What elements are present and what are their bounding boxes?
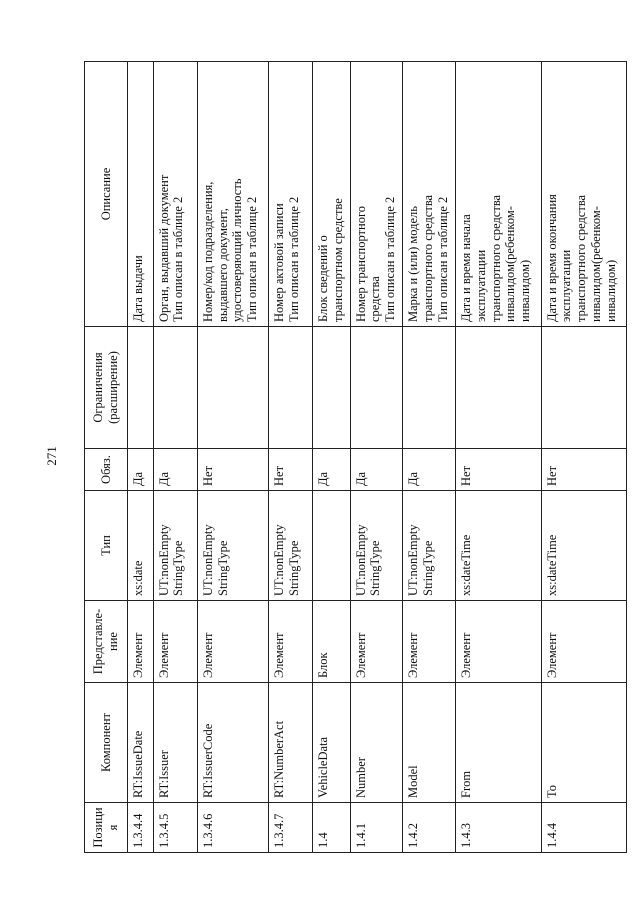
- cell-component: To: [541, 683, 626, 803]
- cell-representation: Элемент: [456, 601, 541, 683]
- table-row: [456, 62, 541, 853]
- cell-representation: Элемент: [403, 601, 456, 683]
- cell-restrictions: [403, 327, 456, 449]
- table-header-row: [85, 62, 128, 853]
- header-description: Описание: [85, 62, 128, 327]
- cell-required: Да: [403, 449, 456, 491]
- cell-required: Да: [313, 449, 351, 491]
- cell-position: 1.3.4.7: [268, 803, 312, 853]
- table-row: [153, 62, 197, 853]
- cell-component: VehicleData: [313, 683, 351, 803]
- cell-position: 1.4.2: [403, 803, 456, 853]
- cell-component: Model: [403, 683, 456, 803]
- header-component: Компонент: [85, 683, 128, 803]
- cell-representation: Элемент: [541, 601, 626, 683]
- cell-description: Орган, выдавший документ Тип описан в таблице 2: [153, 62, 197, 327]
- cell-position: 1.4.3: [456, 803, 541, 853]
- cell-required: Нет: [197, 449, 268, 491]
- cell-representation: Элемент: [268, 601, 312, 683]
- header-position: Позиция: [85, 803, 128, 853]
- cell-type: UT:nonEmpty StringType: [268, 491, 312, 601]
- table-row: [128, 62, 154, 853]
- cell-position: 1.3.4.6: [197, 803, 268, 853]
- cell-restrictions: [541, 327, 626, 449]
- cell-restrictions: [128, 327, 154, 449]
- table-row: [268, 62, 312, 853]
- cell-representation: Элемент: [128, 601, 154, 683]
- cell-component: RT:IssuerCode: [197, 683, 268, 803]
- cell-representation: Элемент: [197, 601, 268, 683]
- cell-required: Да: [128, 449, 154, 491]
- table-container: [84, 62, 627, 853]
- cell-component: RT:IssueDate: [128, 683, 154, 803]
- table-row: [541, 62, 626, 853]
- cell-restrictions: [197, 327, 268, 449]
- cell-position: 1.3.4.4: [128, 803, 154, 853]
- cell-required: Нет: [541, 449, 626, 491]
- cell-representation: Элемент: [153, 601, 197, 683]
- cell-description: Дата и время окончания эксплуатации транспортного средства инвалидом(ребенком- инвалидом): [541, 62, 626, 327]
- cell-component: Number: [350, 683, 403, 803]
- cell-type: UT:nonEmpty StringType: [403, 491, 456, 601]
- cell-component: RT:Issuer: [153, 683, 197, 803]
- cell-restrictions: [350, 327, 403, 449]
- cell-restrictions: [268, 327, 312, 449]
- data-table: [84, 61, 627, 853]
- header-restrictions: Ограничения (расширение): [85, 327, 128, 449]
- cell-restrictions: [313, 327, 351, 449]
- cell-description: Блок сведений о транспортном средстве: [313, 62, 351, 327]
- cell-position: 1.3.4.5: [153, 803, 197, 853]
- cell-required: Нет: [456, 449, 541, 491]
- header-required: Обяз.: [85, 449, 128, 491]
- cell-position: 1.4.1: [350, 803, 403, 853]
- cell-type: UT:nonEmpty StringType: [197, 491, 268, 601]
- cell-component: From: [456, 683, 541, 803]
- cell-position: 1.4.4: [541, 803, 626, 853]
- cell-description: Дата выдачи: [128, 62, 154, 327]
- cell-required: Нет: [268, 449, 312, 491]
- cell-type: [313, 491, 351, 601]
- cell-type: UT:nonEmpty StringType: [153, 491, 197, 601]
- table-row: [197, 62, 268, 853]
- cell-description: Дата и время начала эксплуатации транспортного средства инвалидом(ребенком- инвалидом): [456, 62, 541, 327]
- header-representation: Представле- ние: [85, 601, 128, 683]
- table-row: [350, 62, 403, 853]
- cell-type: UT:nonEmpty StringType: [350, 491, 403, 601]
- cell-component: RT:NumberAct: [268, 683, 312, 803]
- cell-representation: Блок: [313, 601, 351, 683]
- cell-required: Да: [153, 449, 197, 491]
- page-number: 271: [43, 446, 59, 466]
- cell-description: Номер актовой записи Тип описан в таблице 2: [268, 62, 312, 327]
- cell-position: 1.4: [313, 803, 351, 853]
- cell-description: Номер/код подразделения, выдавшего документ, удостоверяющий личность Тип описан в таблице 2: [197, 62, 268, 327]
- rotated-table-frame: [84, 62, 627, 853]
- cell-type: xs:date: [128, 491, 154, 601]
- cell-representation: Элемент: [350, 601, 403, 683]
- cell-restrictions: [456, 327, 541, 449]
- cell-type: xs:dateTime: [541, 491, 626, 601]
- table-row: [313, 62, 351, 853]
- header-type: Тип: [85, 491, 128, 601]
- cell-description: Марка и (или) модель транспортного средства Тип описан в таблице 2: [403, 62, 456, 327]
- cell-type: xs:dateTime: [456, 491, 541, 601]
- cell-required: Да: [350, 449, 403, 491]
- cell-description: Номер транспортного средства Тип описан в таблице 2: [350, 62, 403, 327]
- cell-restrictions: [153, 327, 197, 449]
- table-row: [403, 62, 456, 853]
